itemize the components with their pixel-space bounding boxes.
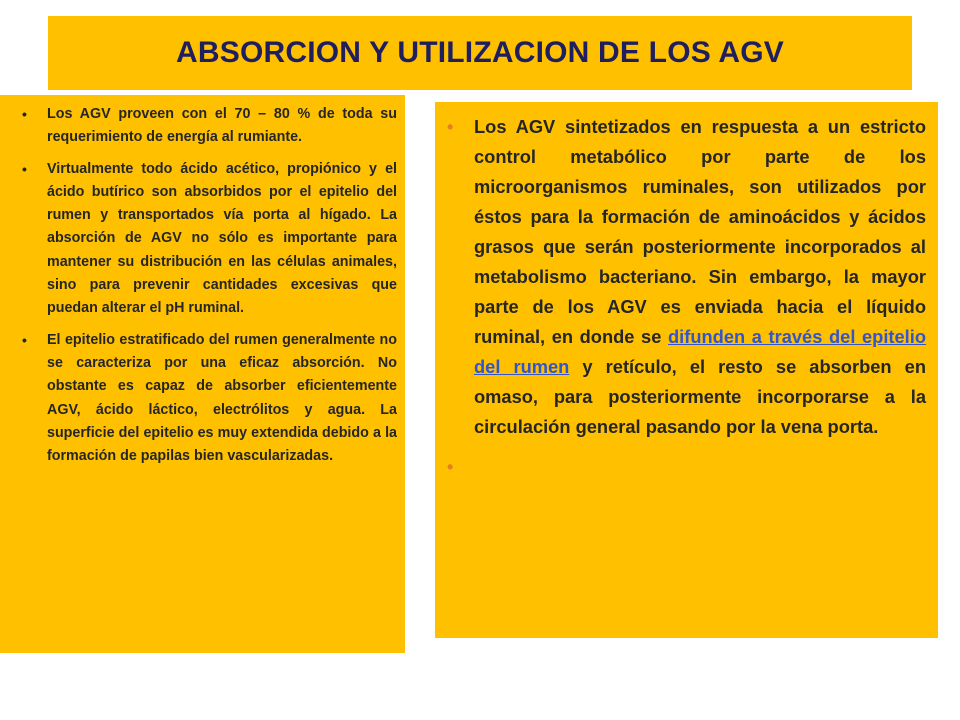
left-bullet-item: [22, 158, 397, 321]
left-text-panel: [0, 95, 405, 653]
bullet-icon: •: [22, 331, 27, 348]
right-paragraph-end: y retículo, el resto se absorben en omaso, para posteriormente incorporarse a la circulación general pasando por la vena porta.: [474, 356, 926, 437]
left-bullet-text: El epitelio estratificado del rumen generalmente no se caracteriza por una eficaz absorción. No obstante es capaz de absorber eficientemente AGV, ácido láctico, electrólitos y agua. La superficie del epitelio es muy extendida debido a la formación de papilas bien vascularizadas.: [47, 331, 397, 465]
right-bullet-item: [447, 112, 926, 442]
left-bullet-item: [22, 329, 397, 469]
bullet-icon: •: [447, 117, 454, 137]
left-bullet-item: [22, 103, 397, 150]
slide-title: ABSORCION Y UTILIZACION DE LOS AGV: [176, 36, 784, 69]
left-bullet-list: [22, 103, 397, 468]
right-paragraph-start: Los AGV sintetizados en respuesta a un estricto control metabólico por parte de los microorganismos ruminales, son utilizados por éstos para la formación de aminoácidos y ácidos grasos que serán posteriormente incorporados al metabolismo bacteriano. Sin embargo, la mayor parte de los AGV es enviada hacia el líquido ruminal, en donde se: [474, 116, 926, 347]
right-bullet-list: [447, 112, 926, 482]
bullet-icon: •: [447, 457, 454, 477]
bullet-icon: •: [22, 106, 27, 122]
right-bullet-item-empty: [447, 452, 926, 482]
left-bullet-text: Los AGV proveen con el 70 – 80 % de toda su requerimiento de energía al rumiante.: [47, 106, 397, 146]
left-bullet-text: Virtualmente todo ácido acético, propiónico y el ácido butírico son absorbidos por el epitelio del rumen y transportados vía porta al hígado. La absorción de AGV no sólo es importante para mantener su distribución en las células animales, sino para prevenir cantidades excesivas que puedan alterar el pH ruminal.: [47, 160, 397, 317]
title-banner: [48, 16, 912, 90]
bullet-icon: •: [22, 160, 27, 177]
epitelio-hyperlink[interactable]: difunden a través del epitelio del rumen: [474, 326, 926, 377]
right-text-panel: [435, 102, 938, 638]
